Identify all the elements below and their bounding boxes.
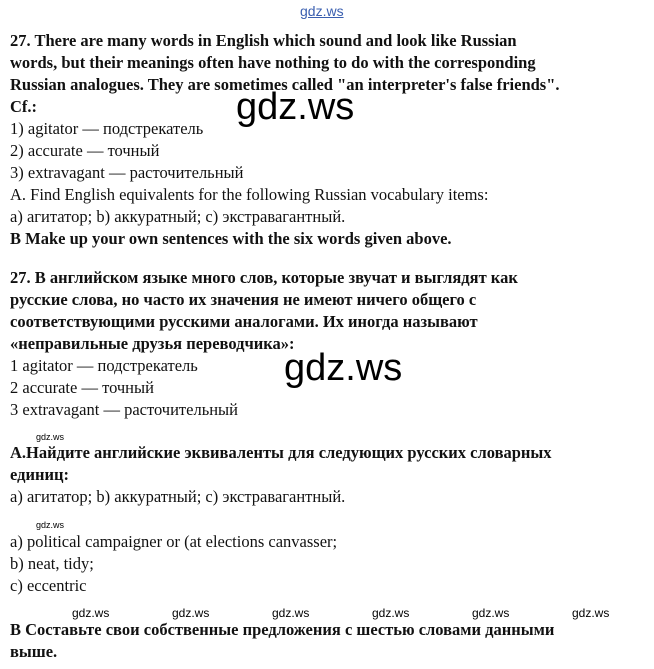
answer-c: c) eccentric xyxy=(10,576,87,595)
english-task-a-items: а) агитатор; b) аккуратный; с) экстравагантный. xyxy=(10,207,346,226)
watermark-small-1: gdz.ws xyxy=(36,432,65,442)
russian-task-b-line-1: B Составьте свои собственные предложения с шестью словами данными xyxy=(10,620,555,639)
english-task-a: A. Find English equivalents for the following Russian vocabulary items: xyxy=(10,185,489,204)
russian-task-a-line-1: A.Найдите английские эквиваленты для следующих русских словарных xyxy=(10,443,552,462)
watermark-big-1: gdz.ws xyxy=(236,86,355,128)
watermark-row-5: gdz.ws xyxy=(472,606,510,620)
watermark-row-1: gdz.ws xyxy=(72,606,110,620)
english-example-3: 3) extravagant — расточительный xyxy=(10,163,244,182)
russian-task-a-line-2: единиц: xyxy=(10,465,69,484)
answer-a: a) political campaigner or (at elections canvasser; xyxy=(10,532,338,551)
english-heading-line-1: 27. There are many words in English which sound and look like Russian xyxy=(10,31,517,50)
english-heading-line-3: Russian analogues. They are sometimes called "an interpreter's false friends". xyxy=(10,75,560,94)
russian-example-3: 3 extravagant — расточительный xyxy=(10,400,238,419)
russian-heading-line-4: «неправильные друзья переводчика»: xyxy=(10,334,295,353)
english-example-1: 1) agitator — подстрекатель xyxy=(10,119,204,138)
watermark-row-2: gdz.ws xyxy=(172,606,210,620)
watermark-top-link[interactable]: gdz.ws xyxy=(300,3,344,19)
english-heading-cf: Cf.: xyxy=(10,97,38,116)
russian-task-a-items: а) агитатор; b) аккуратный; с) экстравагантный. xyxy=(10,487,346,506)
russian-heading-line-2: русские слова, но часто их значения не имеют ничего общего с xyxy=(10,290,477,309)
watermark-row-6: gdz.ws xyxy=(572,606,610,620)
english-heading-line-2: words, but their meanings often have nothing to do with the corresponding xyxy=(10,53,536,72)
russian-task-b-line-2: выше. xyxy=(10,642,58,661)
watermark-small-2: gdz.ws xyxy=(36,520,65,530)
watermark-row-4: gdz.ws xyxy=(372,606,410,620)
answer-b: b) neat, tidy; xyxy=(10,554,94,573)
watermark-row-3: gdz.ws xyxy=(272,606,310,620)
english-example-2: 2) accurate — точный xyxy=(10,141,160,160)
english-task-b: B Make up your own sentences with the six words given above. xyxy=(10,229,452,248)
russian-example-2: 2 accurate — точный xyxy=(10,378,154,397)
russian-heading-line-1: 27. В английском языке много слов, которые звучат и выглядят как xyxy=(10,268,518,287)
russian-heading-line-3: соответствующими русскими аналогами. Их иногда называют xyxy=(10,312,478,331)
russian-example-1: 1 agitator — подстрекатель xyxy=(10,356,198,375)
watermark-big-2: gdz.ws xyxy=(284,347,403,389)
